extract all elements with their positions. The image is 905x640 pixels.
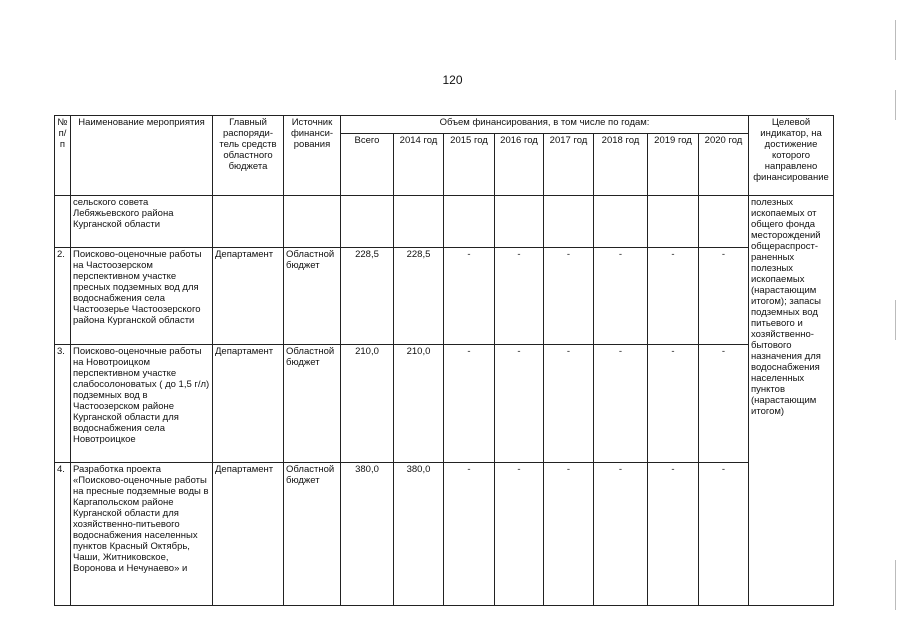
row-2014: 380,0	[394, 463, 444, 606]
header-2019: 2019 год	[648, 134, 699, 196]
header-2017: 2017 год	[544, 134, 594, 196]
row-2017: -	[544, 248, 594, 345]
row-2020: -	[699, 463, 749, 606]
header-2014: 2014 год	[394, 134, 444, 196]
row-2018: -	[594, 345, 648, 463]
row-2020: -	[699, 345, 749, 463]
row-source: Областной бюджет	[284, 345, 341, 463]
header-volume: Объем финансирования, в том числе по годам:	[341, 116, 749, 134]
table-row	[55, 463, 834, 606]
row-number: 2.	[55, 248, 71, 345]
row-2014: 210,0	[394, 345, 444, 463]
row-2016: -	[495, 463, 544, 606]
row-2016: -	[495, 248, 544, 345]
header-total: Всего	[341, 134, 394, 196]
row-number: 3.	[55, 345, 71, 463]
row-2018: -	[594, 248, 648, 345]
table-row	[55, 196, 834, 248]
row-2016: -	[495, 345, 544, 463]
header-manager: Главный распоряди-тель средств областного бюджета	[213, 116, 284, 196]
row-2019: -	[648, 463, 699, 606]
header-name: Наименование мероприятия	[71, 116, 213, 196]
header-2015: 2015 год	[444, 134, 495, 196]
row-source: Областной бюджет	[284, 463, 341, 606]
row-manager: Департамент	[213, 248, 284, 345]
row-total: 380,0	[341, 463, 394, 606]
scan-edge-marks	[895, 0, 899, 640]
header-target: Целевой индикатор, на достижение которого направлено финансирование	[749, 116, 834, 196]
row-2018: -	[594, 463, 648, 606]
row-2017: -	[544, 463, 594, 606]
row-number: 4.	[55, 463, 71, 606]
header-2018: 2018 год	[594, 134, 648, 196]
row-manager: Департамент	[213, 345, 284, 463]
row-2015: -	[444, 345, 495, 463]
row-name: Поисково-оценочные работы на Частоозерском перспективном участке пресных подземных вод для водоснабжения села Частоозерье Частоозерского района Курганской области	[71, 248, 213, 345]
row-2015: -	[444, 248, 495, 345]
row-total: 228,5	[341, 248, 394, 345]
financing-table	[54, 115, 834, 606]
row-manager: Департамент	[213, 463, 284, 606]
row-2020: -	[699, 248, 749, 345]
target-indicator: полезных ископаемых от общего фонда месторождений общераспрост-раненных полезных ископаемых (нарастающим итогом); запасы подземных вод питьевого и хозяйственно-бытового назначения для водоснабжения населенных пунктов (нарастающим итогом)	[749, 196, 834, 606]
row-2014: 228,5	[394, 248, 444, 345]
page-number: 120	[442, 73, 463, 87]
row-name: Разработка проекта «Поисково-оценочные работы на пресные подземные воды в Каргапольском районе Курганской области для хозяйственно-питьевого водоснабжения населенных пунктов Красный Октябрь, Чаши, Житниковское, Воронова и Нечунаево» и	[71, 463, 213, 606]
header-2020: 2020 год	[699, 134, 749, 196]
row-total: 210,0	[341, 345, 394, 463]
header-2016: 2016 год	[495, 134, 544, 196]
row-2017: -	[544, 345, 594, 463]
row-2019: -	[648, 248, 699, 345]
header-num: № п/п	[55, 116, 71, 196]
row-2015: -	[444, 463, 495, 606]
row-2019: -	[648, 345, 699, 463]
row-source: Областной бюджет	[284, 248, 341, 345]
continuation-name: сельского совета Лебяжьевского района Курганской области	[71, 196, 213, 248]
table-row	[55, 248, 834, 345]
row-name: Поисково-оценочные работы на Новотроицком перспективном участке слабосолоноватых ( до 1,5 г/л) подземных вод в Частоозерском районе Курганской области для водоснабжения села Новотроицкое	[71, 345, 213, 463]
table-row	[55, 345, 834, 463]
header-source: Источник финанси-рования	[284, 116, 341, 196]
